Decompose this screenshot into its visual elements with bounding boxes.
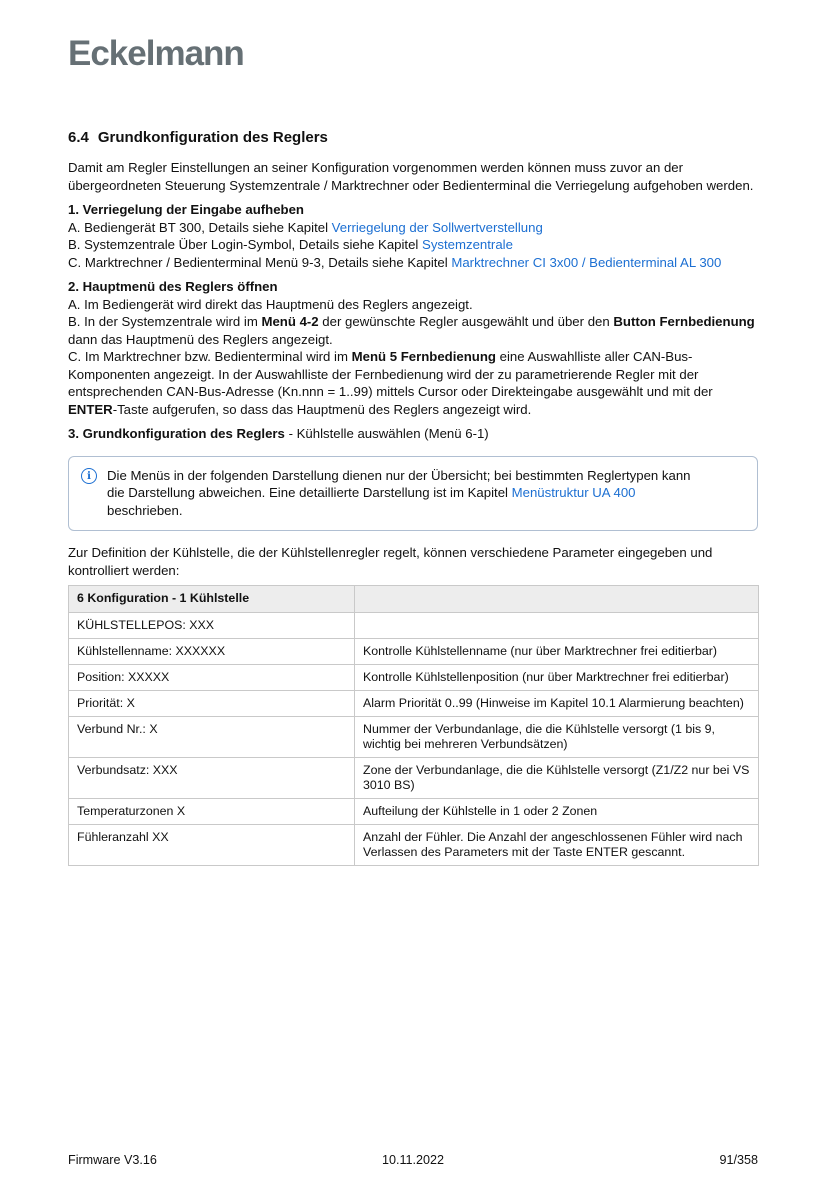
- page-footer: [68, 1152, 758, 1168]
- table-header-cell: 6 Konfiguration - 1 Kühlstelle: [69, 586, 355, 613]
- page-content: [68, 34, 758, 866]
- text-segment: Menü 5 Fernbedienung: [351, 349, 496, 364]
- text-segment: der gewünschte Regler ausgewählt und über den: [318, 314, 614, 329]
- text-line: [68, 425, 758, 443]
- footer-page-number: 91/358: [719, 1153, 758, 1167]
- text-line: [68, 313, 758, 348]
- text-line: [68, 219, 758, 237]
- table-row: [69, 613, 759, 639]
- table-cell: Kontrolle Kühlstellenname (nur über Marktrechner frei editierbar): [355, 639, 759, 665]
- text-line: [68, 296, 758, 314]
- table-header-row: [69, 586, 759, 613]
- text-segment: A. Bediengerät BT 300, Details siehe Kapitel: [68, 219, 332, 235]
- footer-date: 10.11.2022: [381, 1153, 445, 1167]
- section-title: Grundkonfiguration des Reglers: [97, 129, 328, 146]
- info-note: [68, 456, 758, 532]
- text-segment: C. Marktrechner / Bedienterminal Menü 9-3, Details siehe Kapitel: [68, 254, 452, 270]
- info-note-text: [107, 467, 707, 520]
- table-row: [69, 639, 759, 665]
- text-segment: beschrieben.: [107, 502, 183, 518]
- table-cell: Priorität: X: [69, 691, 355, 717]
- table-cell: Anzahl der Fühler. Die Anzahl der angeschlossenen Fühler wird nach Verlassen des Parameters mit der Taste ENTER gescannt.: [355, 825, 759, 866]
- step2-title: 2. Hauptmenü des Reglers öffnen: [68, 279, 278, 294]
- table-row: [69, 691, 759, 717]
- text-line: [68, 254, 758, 272]
- footer-firmware: Firmware V3.16: [68, 1153, 157, 1167]
- text-segment: Button Fernbedienung: [613, 314, 755, 329]
- table-cell: KÜHLSTELLEPOS: XXX: [69, 613, 355, 639]
- step2-body: [68, 296, 758, 419]
- text-segment: -Taste aufgerufen, so dass das Hauptmenü des Reglers angezeigt wird.: [112, 401, 532, 417]
- table-cell: Zone der Verbundanlage, die die Kühlstelle versorgt (Z1/Z2 nur bei VS 3010 BS): [355, 758, 759, 799]
- section-number: 6.4: [68, 129, 89, 146]
- table-cell: Verbundsatz: XXX: [69, 758, 355, 799]
- table-cell: Kontrolle Kühlstellenposition (nur über Marktrechner frei editierbar): [355, 665, 759, 691]
- parameters-table-body: [69, 586, 759, 866]
- text-segment: ENTER: [68, 401, 113, 417]
- table-cell: Nummer der Verbundanlage, die die Kühlstelle versorgt (1 bis 9, wichtig bei mehreren Verbundsätzen): [355, 717, 759, 758]
- definition-paragraph: Zur Definition der Kühlstelle, die der Kühlstellenregler regelt, können verschiedene Parameter eingegeben und kontrolliert werden:: [68, 545, 713, 578]
- table-row: [69, 799, 759, 825]
- step1-body: [68, 219, 758, 272]
- info-icon: i: [81, 468, 97, 484]
- step3-line: [68, 425, 758, 443]
- table-row: [69, 717, 759, 758]
- table-cell: Position: XXXXX: [69, 665, 355, 691]
- table-row: [69, 825, 759, 866]
- step1-title: 1. Verriegelung der Eingabe aufheben: [68, 202, 304, 217]
- text-segment: - Kühlstelle auswählen (Menü 6-1): [284, 426, 489, 441]
- table-cell: Alarm Priorität 0..99 (Hinweise im Kapitel 10.1 Alarmierung beachten): [355, 691, 759, 717]
- text-segment: C. Im Marktrechner bzw. Bedienterminal wird im: [68, 349, 352, 364]
- chapter-link[interactable]: Menüstruktur UA 400: [511, 485, 636, 500]
- table-cell: Kühlstellenname: XXXXXX: [69, 639, 355, 665]
- parameters-table: [68, 585, 759, 866]
- text-segment: B. Systemzentrale Über Login-Symbol, Details siehe Kapitel: [68, 237, 423, 252]
- table-cell: Verbund Nr.: X: [69, 717, 355, 758]
- table-header-cell: [355, 586, 759, 613]
- chapter-link[interactable]: Verriegelung der Sollwertverstellung: [331, 219, 543, 235]
- company-logo: Eckelmann: [68, 34, 244, 73]
- chapter-link[interactable]: Marktrechner CI 3x00 / Bedienterminal AL 300: [451, 254, 722, 270]
- intro-paragraph: Damit am Regler Einstellungen an seiner Konfiguration vorgenommen werden können muss zuvor an der übergeordneten Steuerung Systemzentrale / Marktrechner oder Bedienterminal die Verriegelung aufgehoben werden.: [68, 160, 754, 193]
- table-row: [69, 665, 759, 691]
- table-cell: Aufteilung der Kühlstelle in 1 oder 2 Zonen: [355, 799, 759, 825]
- table-row: [69, 758, 759, 799]
- text-segment: eine Auswahlliste aller CAN-Bus-Komponenten angezeigt. In der Auswahlliste der Fernbedienung wird der zu parametrierende Regler mit der entsprechenden CAN-Bus-Adresse (Kn.nnn = 1..99) mittels Cursor oder Direkteingabe ausgewählt und mit der: [68, 349, 713, 399]
- text-segment: 3. Grundkonfiguration des Reglers: [68, 426, 285, 441]
- text-segment: dann das Hauptmenü des Reglers angezeigt.: [68, 331, 333, 347]
- text-segment: Menü 4-2: [261, 314, 319, 329]
- chapter-link[interactable]: Systemzentrale: [422, 237, 513, 252]
- section-heading: [68, 128, 758, 148]
- table-cell: [355, 613, 759, 639]
- text-line: [68, 236, 758, 254]
- table-cell: Temperaturzonen X: [69, 799, 355, 825]
- table-cell: Fühleranzahl XX: [69, 825, 355, 866]
- text-line: [68, 348, 758, 418]
- text-segment: B. In der Systemzentrale wird im: [68, 314, 262, 329]
- text-segment: Die Menüs in der folgenden Darstellung dienen nur der Übersicht; bei bestimmten Reglertypen kann die Darstellung abweichen. Eine detaillierte Darstellung ist im Kapitel: [107, 467, 691, 500]
- text-segment: A. Im Bediengerät wird direkt das Hauptmenü des Reglers angezeigt.: [68, 296, 473, 312]
- text-line: [107, 467, 707, 520]
